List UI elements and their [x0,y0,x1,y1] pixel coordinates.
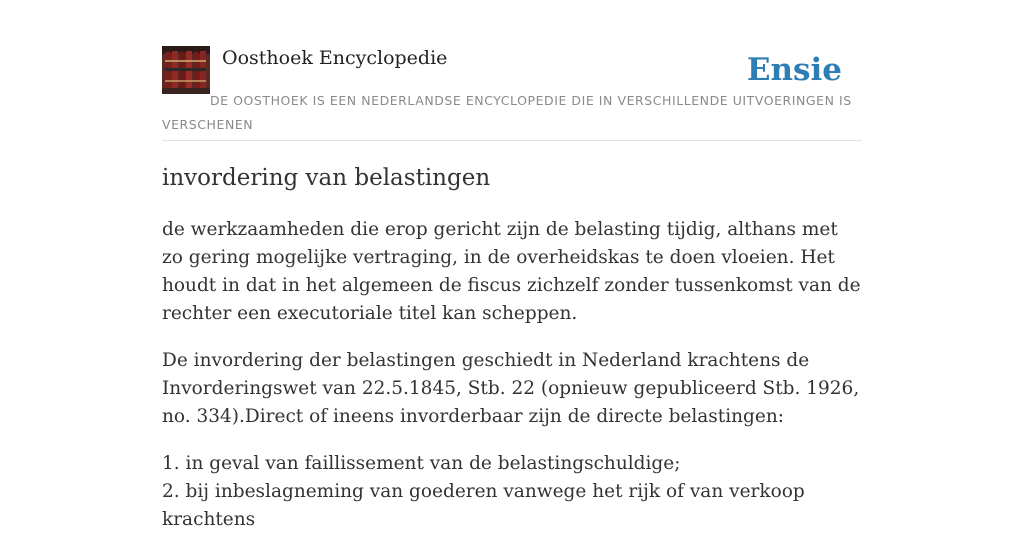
article-body [162,216,862,534]
article-title: invordering van belastingen [162,165,491,191]
encyclopedia-books-icon[interactable] [162,46,210,94]
list-item: 2. bij inbeslagneming van goederen vanwege het rijk of van verkoop krachtens [162,481,805,530]
site-header [162,0,862,141]
article-list [162,450,862,534]
site-title[interactable]: Oosthoek Encyclopedie [222,47,448,69]
article-paragraph-2: De invordering der belastingen geschiedt in Nederland krachtens de Invorderingswet van 22.5.1845, Stb. 22 (opnieuw gepubliceerd Stb. 1926, no. 334).Direct of ineens invorderbaar zijn de directe belastingen: [162,350,860,427]
page-container [162,0,862,530]
list-item: 1. in geval van faillissement van de belastingschuldige; [162,453,681,474]
brand-logo[interactable]: Ensie [746,52,842,88]
article-paragraph-1: de werkzaamheden die erop gericht zijn de belasting tijdig, althans met zo gering mogelijke vertraging, in de overheidskas te doen vloeien. Het houdt in dat in het algemeen de fiscus zichzelf zonder tussenkomst van de rechter een executoriale titel kan scheppen. [162,219,861,324]
site-subtitle: DE OOSTHOEK IS EEN NEDERLANDSE ENCYCLOPEDIE DIE IN VERSCHILLENDE UITVOERINGEN IS VERSCHENEN [162,93,852,132]
